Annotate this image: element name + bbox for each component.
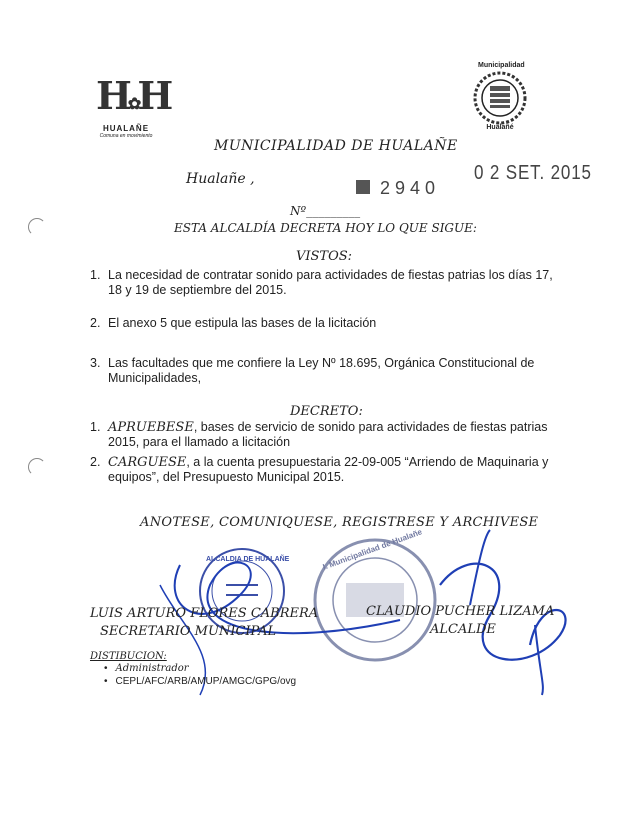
vistos-item [90, 356, 564, 386]
logo-tagline: Comuna en movimiento [99, 133, 153, 139]
place-label: Hualañe , [186, 171, 255, 187]
crest-shield-icon [472, 70, 528, 126]
distribution-item [104, 676, 296, 687]
closing-line: ANOTESE, COMUNIQUESE, REGISTRESE Y ARCHIVESE [140, 515, 539, 530]
decree-intro: ESTA ALCALDÍA DECRETA HOY LO QUE SIGUE: [174, 221, 477, 235]
distribution-text: Administrador [115, 663, 189, 674]
municipal-crest [472, 62, 528, 134]
vistos-item [90, 268, 564, 298]
bullet-icon: • [104, 663, 108, 674]
logo-brand: HUALAÑE [102, 124, 150, 133]
municipality-stamp-text: I. Municipalidad de Hualañe [321, 527, 424, 572]
item-number: 1. [90, 420, 101, 434]
bullet-icon: • [104, 676, 108, 687]
item-text: , a la cuenta presupuestaria 22-09-005 “Arriendo de Maquinaria y equipos”, del Presupuesto Municipal 2015. [108, 455, 549, 484]
hualane-logo [96, 73, 170, 139]
vistos-heading: VISTOS: [296, 249, 353, 264]
item-number: 2. [90, 316, 101, 330]
stamp-mark-icon [356, 180, 370, 194]
decreto-heading: DECRETO: [290, 404, 363, 419]
item-text: Las facultades que me confiere la Ley Nº 18.695, Orgánica Constitucional de Municipalidades, [108, 356, 535, 385]
distribution-item [104, 663, 189, 674]
decree-number: 2 9 4 0 [380, 178, 436, 198]
item-text: , bases de servicio de sonido para actividades de fiestas patrias 2015, para el llamado a licitación [108, 420, 548, 449]
decreto-item [90, 420, 564, 450]
date-stamp: 0 2 SET. 2015 [474, 162, 592, 184]
mayor-title: ALCALDE [430, 622, 496, 637]
distribution-text: CEPL/AFC/ARB/AMUP/AMGC/GPG/ovg [115, 676, 297, 687]
mayor-name: CLAUDIO PUCHER LIZAMA [366, 604, 555, 619]
item-text: La necesidad de contratar sonido para actividades de fiestas patrias los días 17, 18 y 19 de septiembre del 2015. [108, 268, 553, 297]
item-text: El anexo 5 que estipula las bases de la licitación [108, 316, 377, 330]
item-number: 2. [90, 455, 101, 469]
decreto-item [90, 455, 564, 485]
punch-hole-icon [28, 218, 46, 236]
number-label: Nº_________ [290, 204, 361, 218]
secretary-stamp-text: ALCALDIA DE HUALAÑE [206, 556, 290, 563]
crest-bottom-text: Hualañé [486, 124, 514, 131]
secretary-title: SECRETARIO MUNICIPAL [100, 624, 277, 639]
page-title: MUNICIPALIDAD DE HUALAÑE [214, 138, 458, 154]
item-number: 1. [90, 268, 101, 282]
hualane-logo-mark: H✿H [96, 73, 170, 118]
item-number: 3. [90, 356, 101, 370]
vistos-item [90, 316, 564, 331]
secretary-name: LUIS ARTURO FLORES CABRERA [90, 606, 319, 621]
punch-hole-icon [28, 458, 46, 476]
item-keyword: APRUEBESE [108, 420, 194, 435]
crest-top-text: Municipalidad [478, 62, 525, 69]
item-keyword: CARGUESE [108, 455, 187, 470]
distribution-heading: DISTIBUCION: [90, 651, 167, 662]
